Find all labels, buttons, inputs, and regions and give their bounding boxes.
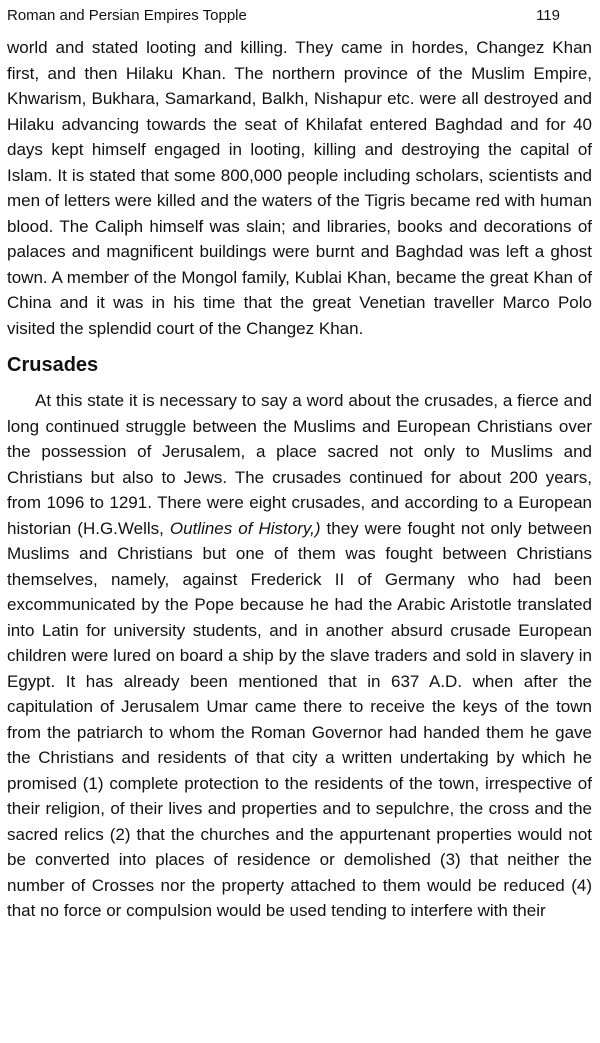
running-header	[7, 6, 592, 26]
book-title-italic: Outlines of History,)	[169, 518, 321, 538]
body-paragraph-continuation: world and stated looting and killing. They came in hordes, Changez Khan first, and then Hilaku Khan. The northern province of the Muslim Empire, Khwarism, Bukhara, Samarkand, Balkh, Nishapur etc. were all destroyed and Hilaku advancing towards the seat of Khilafat entered Baghdad and for 40 days kept himself engaged in looting, killing and destroying the capital of Islam. It is stated that some 800,000 people including scholars, scientists and men of letters were killed and the waters of the Tigris became red with human blood. The Caliph himself was slain; and libraries, books and decorations of palaces and magnificent buildings were burnt and Baghdad was left a ghost town. A member of the Mongol family, Kublai Khan, became the great Khan of China and it was in his time that the great Venetian traveller Marco Polo visited the splendid court of the Changez Khan.	[7, 38, 592, 338]
paragraph-text-before-title: At this state it is necessary to say a word about the crusades, a fierce and long continued struggle between the Muslims and European Christians over the possession of Jerusalem, a place sacred not only to Muslims and Christians but also to Jews. The crusades continued for about 200 years, from 1096 to 1291. There were eight crusades, and according to a European historian (H.G.Wells,	[7, 391, 592, 538]
section-heading-crusades: Crusades	[7, 354, 99, 376]
body-paragraph-crusades	[7, 388, 592, 924]
running-title: Roman and Persian Empires Topple	[7, 7, 247, 24]
paragraph-text-after-title: they were fought not only between Muslims and Christians but one of them was fought between Christians themselves, namely, against Frederick II of Germany who had been excommunicated by the Pope because he had the Arabic Aristotle translated into Latin for university students, and in another absurd crusade European children were lured on board a ship by the slave traders and sold in slavery in Egypt. It has already been mentioned that in 637 A.D. when after the capitulation of Jerusalem Umar came there to receive the keys of the town from the patriarch to whom the Roman Governor had handed them he gave the Christians and residents of that city a written undertaking by which he promised (1) complete protection to the residents of the town, irrespective of their religion, of their lives and properties and to sepulchre, the cross and the sacred relics (2) that the churches and the appurtenant properties would not be converted into places of residence or demolished (3) that neither the number of Crosses nor the property attached to them would be reduced (4) that no force or compulsion would be used tending to interfere with their	[7, 518, 592, 920]
page-number: 119	[536, 7, 560, 24]
